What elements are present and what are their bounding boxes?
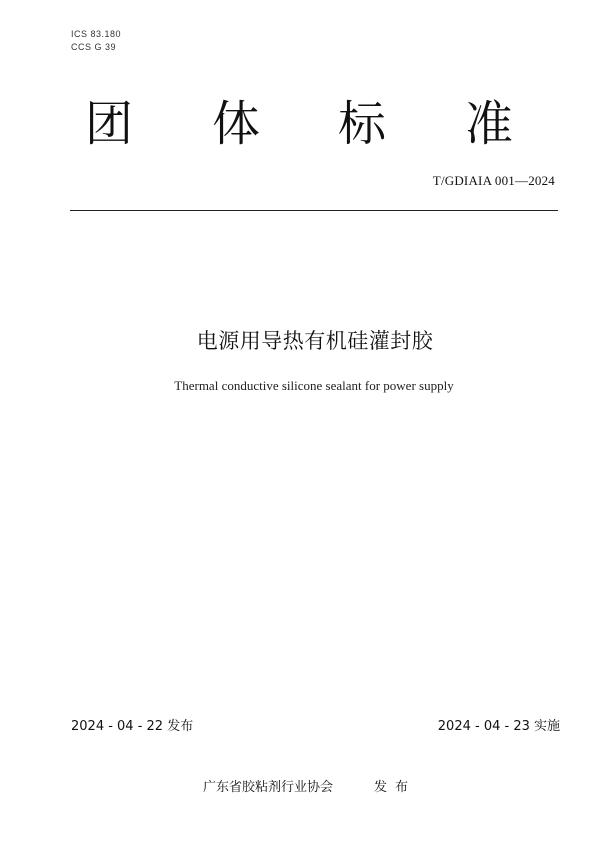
issue-date: 2024 - 04 - 22 发布 [71, 719, 194, 734]
implementation-date: 2024 - 04 - 23 实施 [437, 719, 560, 734]
document-type-char: 准 [465, 96, 514, 152]
english-title: Thermal conductive silicone sealant for power supply [174, 378, 454, 393]
document-type-char: 标 [338, 96, 387, 152]
header-divider [70, 210, 558, 211]
document-type-char: 团 [85, 96, 134, 152]
publish-label: 发布 [374, 780, 417, 795]
publisher-name: 广东省胶粘剂行业协会 [203, 780, 334, 795]
standard-number: T/GDIAIA 001—2024 [432, 173, 555, 188]
ccs-code: CCS G 39 [71, 42, 117, 52]
document-type-char: 体 [212, 96, 261, 152]
chinese-title: 电源用导热有机硅灌封胶 [196, 329, 434, 353]
ics-code: ICS 83.180 [71, 29, 122, 39]
document-type-heading [0, 96, 600, 152]
